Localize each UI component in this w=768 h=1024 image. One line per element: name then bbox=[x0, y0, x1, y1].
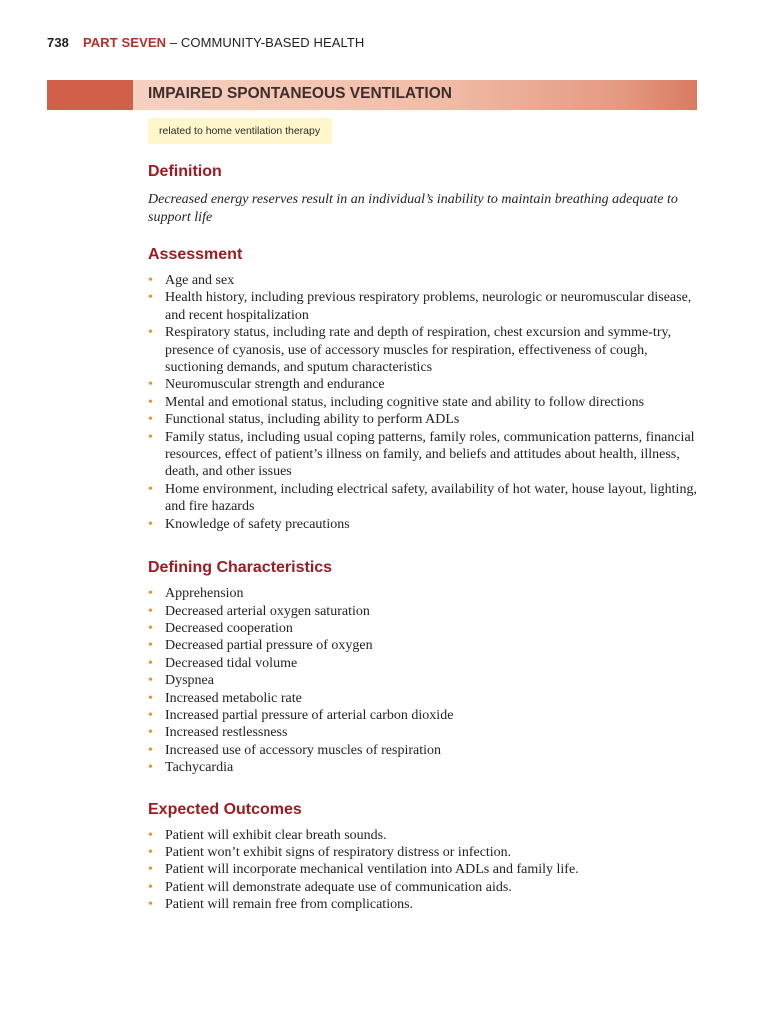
list-item: • Dyspnea bbox=[148, 672, 700, 689]
list-item: • Increased partial pressure of arterial carbon dioxide bbox=[148, 707, 700, 724]
list-item: • Increased metabolic rate bbox=[148, 690, 700, 707]
list-item: • Mental and emotional status, including cognitive state and ability to follow directions bbox=[148, 394, 700, 411]
list-item: • Patient will incorporate mechanical ventilation into ADLs and family life. bbox=[148, 861, 700, 878]
header-separator: – bbox=[166, 35, 181, 50]
list-item: • Patient won’t exhibit signs of respiratory distress or infection. bbox=[148, 844, 700, 861]
expected-outcomes-heading: Expected Outcomes bbox=[148, 800, 302, 818]
definition-text: Decreased energy reserves result in an individual’s inability to maintain breathing adequate to support life bbox=[148, 192, 678, 225]
list-item: • Respiratory status, including rate and depth of respiration, chest excursion and symme-try, presence of cyanosis, use of accessory muscles for respiration, effectiveness of cough, suctioning demands, and sputum characteristics bbox=[148, 324, 700, 376]
defining-characteristics-heading: Defining Characteristics bbox=[148, 559, 333, 577]
page-title: IMPAIRED SPONTANEOUS VENTILATION bbox=[148, 85, 452, 102]
title-accent-block bbox=[47, 80, 133, 110]
list-item: • Age and sex bbox=[148, 272, 700, 289]
assessment-heading: Assessment bbox=[148, 246, 243, 263]
list-item: • Increased use of accessory muscles of respiration bbox=[148, 742, 700, 759]
list-item: • Knowledge of safety precautions bbox=[148, 516, 700, 533]
list-item: • Home environment, including electrical safety, availability of hot water, house layout, lighting, and fire hazards bbox=[148, 481, 700, 516]
list-item: • Apprehension bbox=[148, 585, 700, 602]
defining-characteristics-list bbox=[148, 585, 700, 776]
assessment-list bbox=[148, 272, 700, 533]
list-item: • Patient will remain free from complications. bbox=[148, 896, 700, 913]
section-label: COMMUNITY-BASED HEALTH bbox=[180, 35, 365, 50]
expected-outcomes-section bbox=[148, 799, 700, 914]
list-item: • Increased restlessness bbox=[148, 724, 700, 741]
defining-characteristics-section bbox=[148, 557, 700, 776]
assessment-section bbox=[148, 244, 700, 533]
expected-outcomes-list bbox=[148, 827, 700, 914]
list-item: • Patient will demonstrate adequate use of communication aids. bbox=[148, 879, 700, 896]
list-item: • Patient will exhibit clear breath sounds. bbox=[148, 827, 700, 844]
list-item: • Functional status, including ability to perform ADLs bbox=[148, 411, 700, 428]
running-head bbox=[47, 35, 364, 50]
list-item: • Health history, including previous respiratory problems, neurologic or neuromuscular disease, and recent hospitalization bbox=[148, 289, 700, 324]
related-to-box: related to home ventilation therapy bbox=[148, 118, 332, 144]
page-number: 738 bbox=[47, 35, 69, 50]
list-item: • Decreased partial pressure of oxygen bbox=[148, 637, 700, 654]
list-item: • Decreased arterial oxygen saturation bbox=[148, 603, 700, 620]
list-item: • Decreased tidal volume bbox=[148, 655, 700, 672]
main-content bbox=[148, 161, 700, 914]
definition-section bbox=[148, 161, 700, 227]
list-item: • Decreased cooperation bbox=[148, 620, 700, 637]
list-item: • Neuromuscular strength and endurance bbox=[148, 376, 700, 393]
list-item: • Family status, including usual coping patterns, family roles, communication patterns, financial resources, effect of patient’s illness on family, and beliefs and attitudes about health, illness, death, and other issues bbox=[148, 429, 700, 481]
definition-heading: Definition bbox=[148, 163, 222, 180]
list-item: • Tachycardia bbox=[148, 759, 700, 776]
title-bar bbox=[47, 80, 697, 110]
part-label: PART SEVEN bbox=[83, 35, 167, 50]
